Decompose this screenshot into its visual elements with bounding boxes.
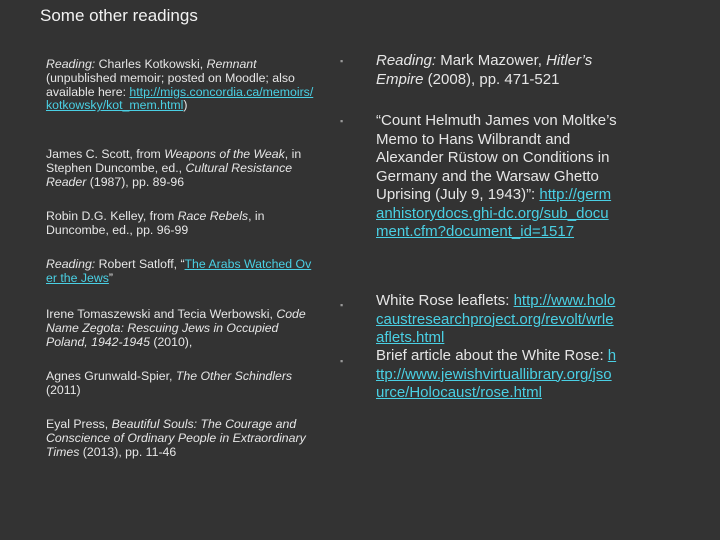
work-title: Weapons of the Weak [164, 147, 285, 161]
reading-item-kelley [46, 210, 318, 238]
citation-text: (2010), [149, 334, 193, 349]
author-text: Charles Kotkowski, [95, 57, 207, 71]
reading-item-satloff [46, 258, 318, 286]
author-text: Eyal Press, [46, 417, 112, 431]
document-description: “Count Helmuth James von Moltke’s Memo to Hans Wilbrandt and Alexander Rüstow on Conditions in Germany and the Warsaw Ghetto Uprising (July 9, 1943)”: [376, 112, 617, 203]
reading-item-grunwald-spier [46, 370, 318, 398]
reading-item-press [46, 418, 318, 459]
description-text: , in Stephen Duncombe, ed., [46, 147, 302, 175]
closing-paren: ) [183, 98, 188, 113]
document-description: Brief article about the White Rose: [376, 347, 608, 364]
reading-label: Reading: [46, 257, 96, 271]
work-title: Race Rebels [177, 209, 249, 223]
kotkowski-memoir-link[interactable]: http://migs.concordia.ca/memoirs/kotkowsky/kot_mem.html [46, 84, 314, 113]
author-text: Agnes Grunwald-Spier, [46, 369, 176, 383]
author-text: Robert Satloff, “ [95, 257, 185, 271]
slide-title: Some other readings [40, 6, 198, 25]
satloff-article-link[interactable]: The Arabs Watched Over the Jews [46, 257, 312, 285]
reading-item-kotkowski [46, 58, 318, 113]
citation-text: (2008), pp. 471-521 [423, 70, 560, 88]
citation-text: (1987), pp. 89-96 [86, 174, 185, 189]
white-rose-article-link[interactable]: http://www.jewishvirtuallibrary.org/jsource/Holocaust/rose.html [376, 347, 617, 401]
work-title: Hitler’s Empire [376, 52, 593, 88]
bullet-icon: ▪ [340, 56, 344, 66]
work-title: Remnant [206, 57, 257, 71]
reading-item-tomaszewski [46, 308, 318, 349]
author-text: James C. Scott, from [46, 147, 165, 161]
bullet-icon: ▪ [340, 116, 344, 126]
citation-text: (2013), pp. 11-46 [79, 444, 177, 459]
citation-text: (2011) [46, 382, 81, 397]
reading-item-white-rose-leaflets [376, 292, 618, 348]
closing-quote: ” [108, 270, 113, 285]
white-rose-leaflets-link[interactable]: http://www.holocaustresearchproject.org/revolt/wrleaflets.html [376, 292, 616, 346]
reading-item-scott [46, 148, 318, 189]
moltke-memo-link[interactable]: http://germanhistorydocs.ghi-dc.org/sub_document.cfm?document_id=1517 [376, 186, 612, 240]
work-title: Code Name Zegota: Rescuing Jews in Occupied Poland, 1942-1945 [46, 307, 306, 349]
author-text: Irene Tomaszewski and Tecia Werbowski, [46, 307, 277, 321]
description-text: (unpublished memoir; posted on Moodle; also available here: [46, 70, 295, 99]
citation-text: , in Duncombe, ed., pp. 96-99 [46, 209, 265, 237]
work-title: The Other Schindlers [175, 369, 293, 383]
reading-item-moltke-memo [376, 112, 618, 242]
author-text: Mark Mazower, [436, 52, 547, 69]
reading-item-mazower [376, 52, 618, 89]
work-title: Beautiful Souls: The Courage and Conscience of Ordinary People in Extraordinary Times [46, 417, 306, 459]
bullet-icon: ▪ [340, 300, 344, 310]
reading-item-white-rose-article [376, 347, 618, 403]
bullet-icon: ▪ [340, 356, 344, 366]
document-description: White Rose leaflets: [376, 292, 514, 309]
reading-label: Reading: [46, 57, 96, 71]
author-text: Robin D.G. Kelley, from [46, 209, 178, 223]
work-title-secondary: Cultural Resistance Reader [46, 160, 293, 189]
reading-label: Reading: [376, 52, 437, 69]
